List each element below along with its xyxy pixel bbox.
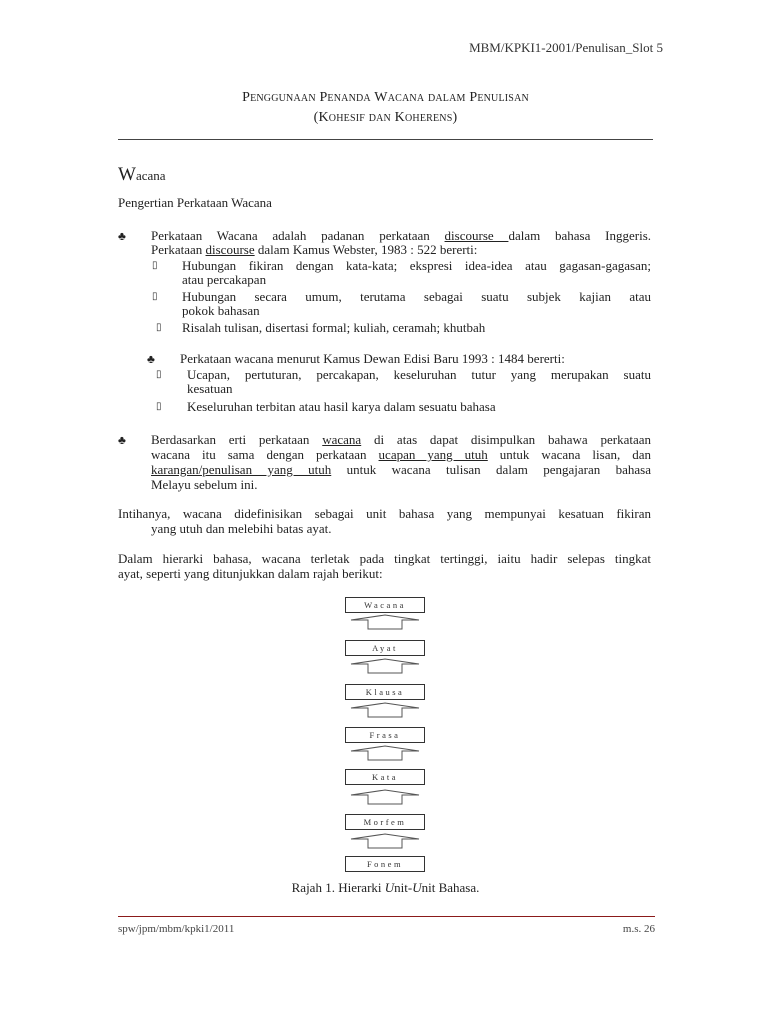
paragraph-intihanya: Intihanya, wacana didefinisikan sebagai unit bahasa yang mempunyai kesatuan fikiran	[118, 506, 651, 521]
list-item: Risalah tulisan, disertasi formal; kuliah, ceramah; khutbah	[182, 320, 486, 335]
list-item-cont: atau percakapan	[182, 272, 267, 287]
paragraph-hierarki-cont: ayat, seperti yang ditunjukkan dalam rajah berikut:	[118, 566, 383, 581]
up-arrow-icon	[350, 789, 420, 805]
page-subtitle: (Kohesif dan Koherens)	[313, 110, 458, 125]
list-item: Hubungan secara umum, terutama sebagai suatu subjek kajian atau	[182, 289, 651, 304]
up-arrow-icon	[350, 614, 420, 630]
level-box-wacana: Wacana	[345, 597, 425, 613]
list-item-cont: pokok bahasan	[182, 303, 260, 318]
club-bullet-icon: ♣	[118, 229, 126, 243]
box-glyph-icon: ▯	[152, 291, 158, 302]
block1-line1: Perkataan Wacana adalah padanan perkataan discourse dalam bahasa Inggeris.	[151, 228, 652, 243]
block3-line4: Melayu sebelum ini.	[151, 477, 258, 492]
footer-left: spw/jpm/mbm/kpki1/2011	[118, 923, 235, 935]
page-number: m.s. 26	[622, 923, 655, 935]
box-glyph-icon: ▯	[156, 322, 162, 333]
heading-initial: W	[118, 164, 136, 185]
block3-line3: karangan/penulisan yang utuh untuk wacana tulisan dalam pengajaran bahasa	[151, 462, 651, 477]
up-arrow-icon	[350, 658, 420, 674]
list-item-cont: kesatuan	[187, 381, 233, 396]
list-item: Hubungan fikiran dengan kata-kata; ekspresi idea-idea atau gagasan-gagasan;	[182, 258, 651, 273]
document-code: MBM/KPKI1-2001/Penulisan_Slot 5	[469, 40, 663, 55]
level-box-frasa: Frasa	[345, 727, 425, 743]
block1-line2: Perkataan discourse dalam Kamus Webster, 1983 : 522 bererti:	[151, 242, 478, 257]
club-bullet-icon: ♣	[118, 433, 126, 447]
list-item: Ucapan, pertuturan, percakapan, keseluruhan tutur yang merupakan suatu	[187, 367, 651, 382]
paragraph-intihanya-cont: yang utuh dan melebihi batas ayat.	[151, 521, 332, 536]
box-glyph-icon: ▯	[152, 260, 158, 271]
level-box-ayat: Ayat	[345, 640, 425, 656]
subheading: Pengertian Perkataan Wacana	[118, 195, 272, 210]
block2-intro: Perkataan wacana menurut Kamus Dewan Edisi Baru 1993 : 1484 bererti:	[180, 351, 565, 366]
title-divider	[118, 139, 653, 140]
page-title: Penggunaan Penanda Wacana dalam Penulisan	[242, 90, 529, 105]
heading-rest: acana	[135, 168, 166, 183]
box-glyph-icon: ▯	[156, 401, 162, 412]
block3-line1: Berdasarkan erti perkataan wacana di atas dapat disimpulkan bahawa perkataan	[151, 432, 651, 447]
up-arrow-icon	[350, 745, 420, 761]
figure-caption: Rajah 1. Hierarki Unit-Unit Bahasa.	[291, 880, 480, 895]
block3-line2: wacana itu sama dengan perkataan ucapan yang utuh untuk wacana lisan, dan	[151, 447, 651, 462]
level-box-kata: Kata	[345, 769, 425, 785]
level-box-fonem: Fonem	[345, 856, 425, 872]
box-glyph-icon: ▯	[156, 369, 162, 380]
paragraph-hierarki: Dalam hierarki bahasa, wacana terletak pada tingkat tertinggi, iaitu hadir selepas tingkat	[118, 551, 651, 566]
footer-divider	[118, 916, 655, 917]
up-arrow-icon	[350, 702, 420, 718]
section-heading	[118, 164, 166, 185]
up-arrow-icon	[350, 833, 420, 849]
list-item: Keseluruhan terbitan atau hasil karya dalam sesuatu bahasa	[187, 399, 496, 414]
level-box-klausa: Klausa	[345, 684, 425, 700]
club-bullet-icon: ♣	[147, 352, 155, 366]
level-box-morfem: Morfem	[345, 814, 425, 830]
